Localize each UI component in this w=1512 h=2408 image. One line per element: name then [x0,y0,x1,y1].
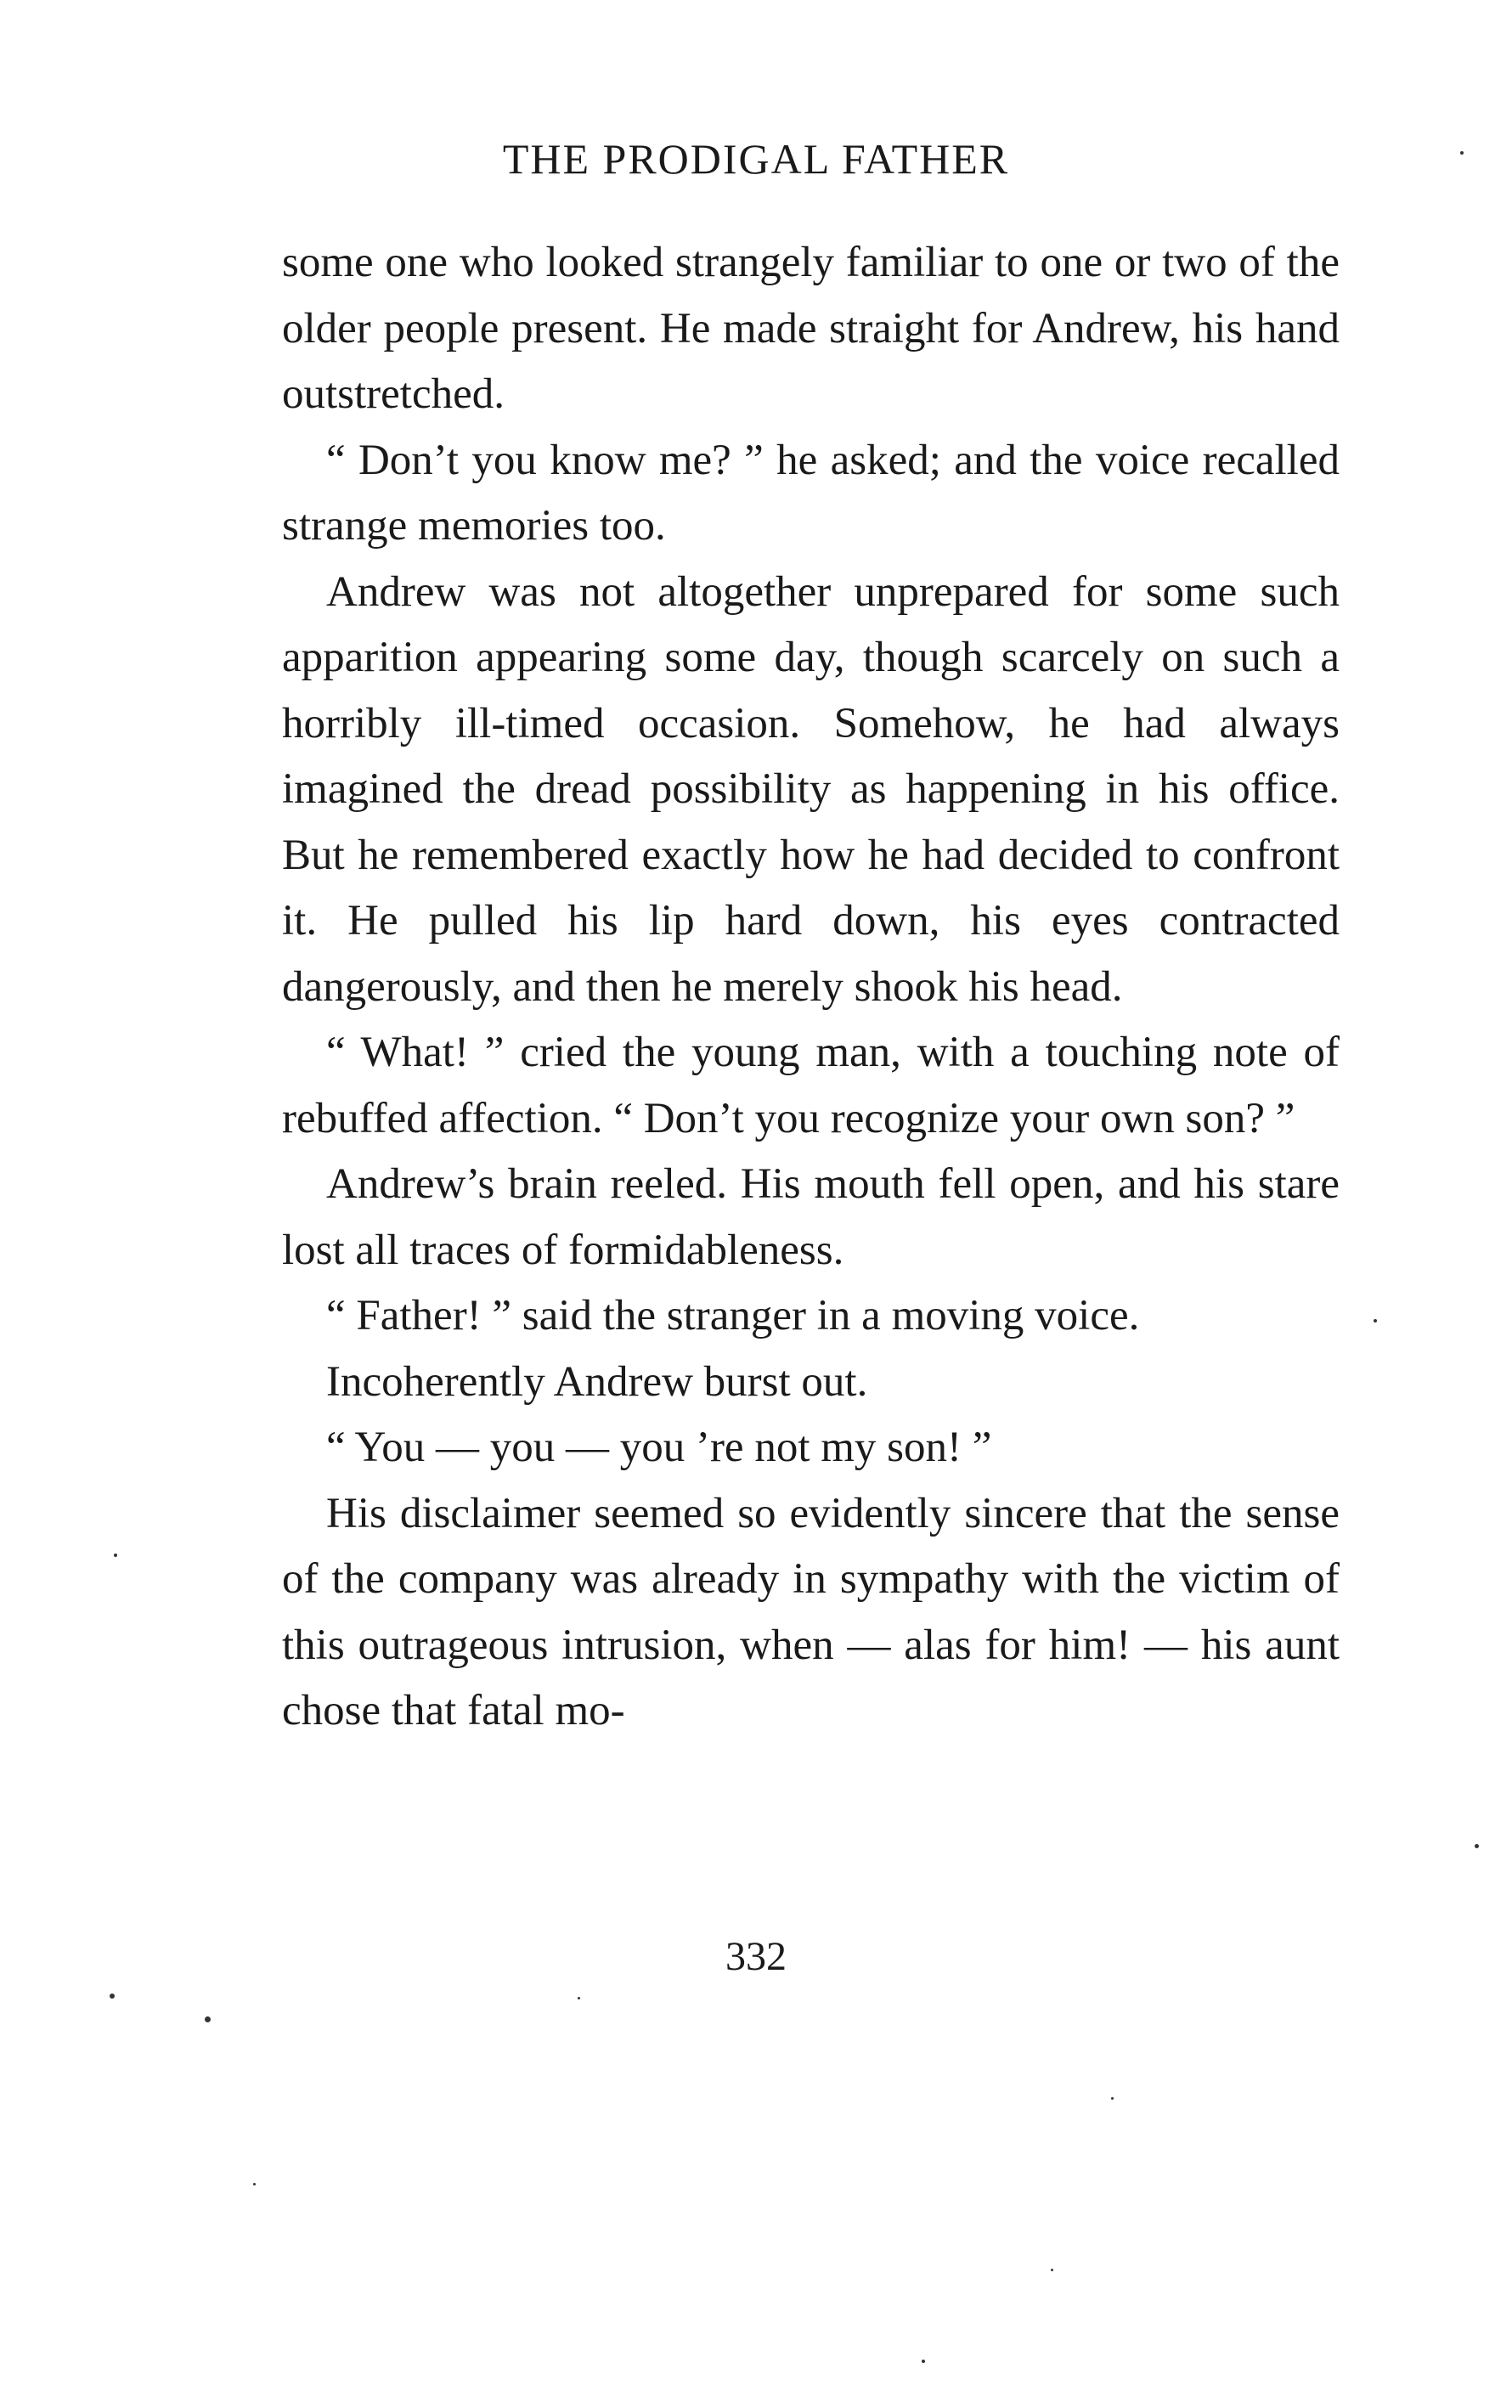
paragraph-andrew-unprepared: Andrew was not altogether unprepared for some such apparition appearing some day, though scarcely on such a horribly ill-timed occasion. Somehow, he had always imagined the dread possibility as happening in his office. But he remembered exactly how he had decided to confront it. He pulled his lip hard down, his eyes contracted dangerously, and then he merely shook his head. [282,567,1340,1011]
paper-speck [253,2183,256,2185]
paragraph-continued: some one who looked strangely familiar to one or two of the older people present. He made straight for Andrew, his hand outstretched. [282,239,1340,418]
paper-speck [1051,2269,1053,2271]
paragraph-brain-reeled: Andrew’s brain reeled. His mouth fell open, and his stare lost all traces of formidableness. [282,1160,1340,1274]
paper-speck [1374,1319,1377,1322]
page-number: 332 [725,1934,787,1979]
body-text [282,230,1340,1745]
paper-speck [1111,2097,1114,2100]
paragraph-disclaimer: His disclaimer seemed so evidently sincere that the sense of the company was already in sympathy with the victim of this outrageous intrusion, when — alas for him! — his aunt chose that fatal mo- [282,1489,1340,1734]
paper-speck [114,1554,117,1557]
paragraph-what: “ What! ” cried the young man, with a touching note of rebuffed affection. “ Don’t you recognize your own son? ” [282,1029,1340,1142]
paper-speck [922,2360,925,2363]
paper-speck [1460,151,1464,155]
paragraph-not-my-son: “ You — you — you ’re not my son! ” [326,1424,992,1471]
paper-speck [205,2016,211,2022]
paper-speck [1475,1844,1479,1848]
paragraph-dont-you-know-me: “ Don’t you know me? ” he asked; and the voice recalled strange memories too. [282,436,1340,550]
paragraph-father: “ Father! ” said the stranger in a moving voice. [326,1292,1140,1339]
paragraph-incoherently: Incoherently Andrew burst out. [326,1357,868,1406]
paper-speck [110,1994,115,1999]
paper-speck [578,1997,580,1999]
running-head: THE PRODIGAL FATHER [502,135,1010,183]
